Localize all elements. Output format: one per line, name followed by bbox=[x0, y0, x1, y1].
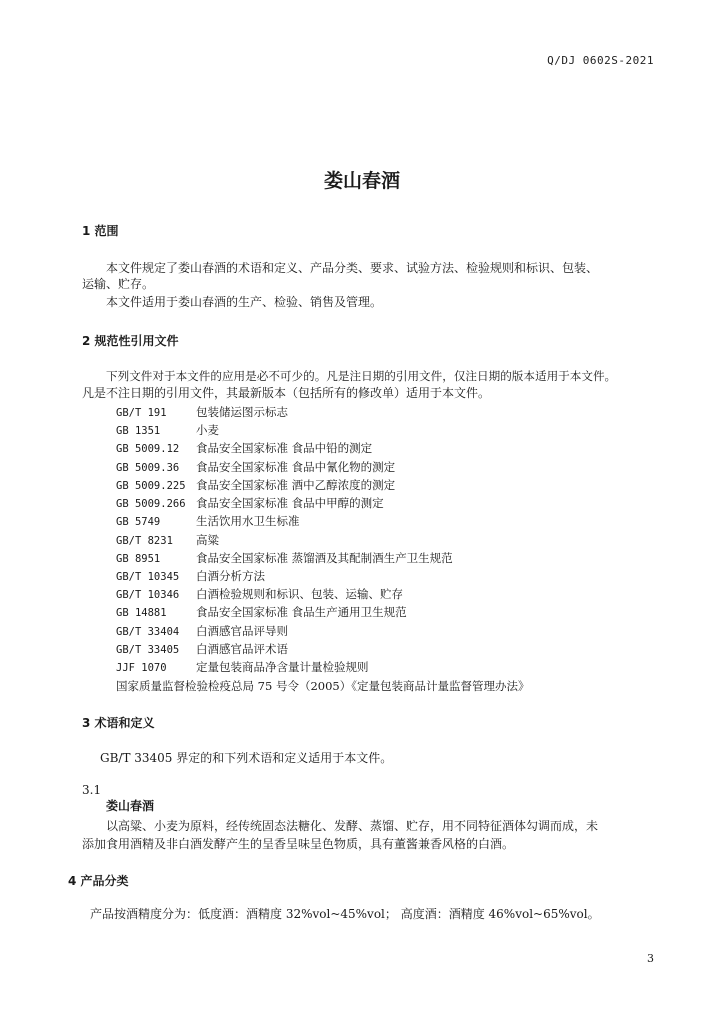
term-definition-line-1: 以高粱、小麦为原料，经传统固态法糖化、发酵、蒸馏、贮存，用不同特征酒体勾调而成，未 bbox=[106, 819, 599, 833]
reference-title: 白酒检验规则和标识、包装、运输、贮存 bbox=[196, 587, 403, 601]
reference-item bbox=[116, 532, 219, 548]
document-code: Q/DJ 0602S-2021 bbox=[547, 54, 654, 67]
reference-code: GB 5009.36 bbox=[116, 462, 180, 474]
term-name: 娄山春酒 bbox=[106, 799, 155, 813]
reference-title: 食品安全国家标准 食品生产通用卫生规范 bbox=[196, 605, 407, 619]
reference-item bbox=[116, 513, 300, 529]
reference-code: JJF 1070 bbox=[116, 662, 167, 674]
reference-item bbox=[116, 422, 219, 438]
scope-paragraph-2: 本文件适用于娄山春酒的生产、检验、销售及管理。 bbox=[106, 295, 383, 309]
reference-code: GB 8951 bbox=[116, 553, 161, 565]
reference-item bbox=[116, 659, 369, 675]
decree-reference: 国家质量监督检验检疫总局 75 号令（2005）《定量包装商品计量监督管理办法》 bbox=[116, 679, 530, 693]
term-definition-line-2: 添加食用酒精及非白酒发酵产生的呈香呈味呈色物质，具有董酱兼香风格的白酒。 bbox=[82, 837, 515, 851]
reference-item bbox=[116, 404, 288, 420]
reference-code: GB/T 10345 bbox=[116, 571, 180, 583]
reference-title: 定量包装商品净含量计量检验规则 bbox=[196, 660, 369, 674]
reference-title: 包装储运图示标志 bbox=[196, 405, 288, 419]
reference-title: 食品安全国家标准 酒中乙醇浓度的测定 bbox=[196, 478, 396, 492]
reference-title: 白酒感官品评导则 bbox=[196, 624, 288, 638]
terms-intro: GB/T 33405 界定的和下列术语和定义适用于本文件。 bbox=[100, 751, 393, 765]
section-2-heading: 2 规范性引用文件 bbox=[82, 334, 179, 348]
reference-title: 白酒分析方法 bbox=[196, 569, 265, 583]
reference-title: 生活饮用水卫生标准 bbox=[196, 514, 300, 528]
normative-intro-line-2: 凡是不注日期的引用文件，其最新版本（包括所有的修改单）适用于本文件。 bbox=[82, 386, 491, 400]
page-title: 娄山春酒 bbox=[323, 170, 400, 192]
classification-text: 产品按酒精度分为：低度酒：酒精度 32%vol~45%vol； 高度酒：酒精度 46%vol~65%vol。 bbox=[90, 907, 600, 921]
reference-title: 食品安全国家标准 食品中甲醇的测定 bbox=[196, 496, 384, 510]
reference-item bbox=[116, 604, 407, 620]
reference-item bbox=[116, 623, 288, 639]
reference-item bbox=[116, 586, 403, 602]
reference-code: GB 5009.12 bbox=[116, 443, 180, 455]
reference-code: GB/T 191 bbox=[116, 407, 167, 419]
reference-item bbox=[116, 459, 395, 475]
reference-item bbox=[116, 477, 395, 493]
reference-item bbox=[116, 550, 453, 566]
reference-code: GB 5009.266 bbox=[116, 498, 186, 510]
reference-item bbox=[116, 641, 288, 657]
term-number: 3.1 bbox=[82, 783, 102, 797]
reference-item bbox=[116, 568, 265, 584]
reference-title: 小麦 bbox=[196, 423, 219, 437]
reference-code: GB 14881 bbox=[116, 607, 167, 619]
reference-item bbox=[116, 495, 384, 511]
section-4-heading: 4 产品分类 bbox=[68, 874, 129, 888]
reference-title: 食品安全国家标准 蒸馏酒及其配制酒生产卫生规范 bbox=[196, 551, 453, 565]
page-number: 3 bbox=[647, 952, 654, 965]
reference-item bbox=[116, 440, 372, 456]
scope-paragraph-line-2: 运输、贮存。 bbox=[82, 277, 155, 291]
section-3-heading: 3 术语和定义 bbox=[82, 716, 155, 730]
reference-code: GB 5749 bbox=[116, 516, 161, 528]
section-1-heading: 1 范围 bbox=[82, 224, 119, 238]
reference-code: GB/T 33404 bbox=[116, 626, 180, 638]
reference-code: GB/T 33405 bbox=[116, 644, 180, 656]
scope-paragraph-line-1: 本文件规定了娄山春酒的术语和定义、产品分类、要求、试验方法、检验规则和标识、包装、 bbox=[106, 261, 599, 275]
normative-intro-line-1: 下列文件对于本文件的应用是必不可少的。凡是注日期的引用文件，仅注日期的版本适用于本文件。 bbox=[106, 369, 617, 383]
reference-code: GB/T 10346 bbox=[116, 589, 180, 601]
reference-code: GB 1351 bbox=[116, 425, 161, 437]
reference-code: GB 5009.225 bbox=[116, 480, 186, 492]
reference-title: 高粱 bbox=[196, 533, 219, 547]
reference-title: 白酒感官品评术语 bbox=[196, 642, 288, 656]
reference-title: 食品安全国家标准 食品中铅的测定 bbox=[196, 441, 373, 455]
reference-title: 食品安全国家标准 食品中氰化物的测定 bbox=[196, 460, 396, 474]
reference-code: GB/T 8231 bbox=[116, 535, 173, 547]
